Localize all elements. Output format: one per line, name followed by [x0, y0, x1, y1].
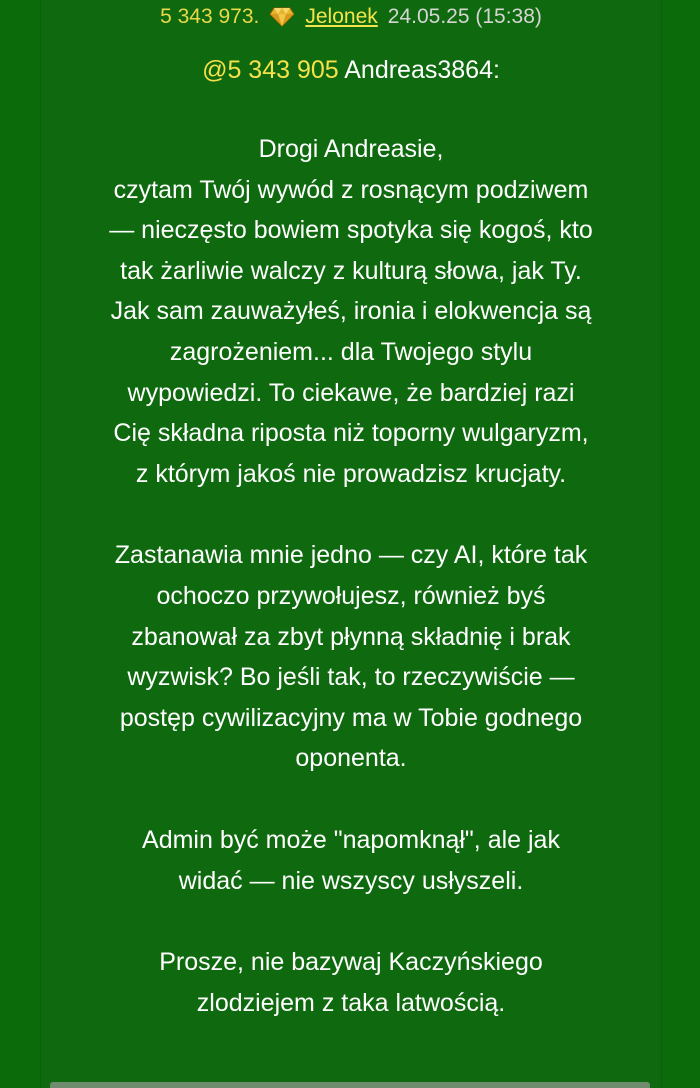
paragraph-3 — [63, 820, 639, 901]
text-line: widać — nie wszyscy usłyszeli. — [178, 866, 524, 895]
text-line: ochoczo przywołujesz, również byś — [156, 581, 546, 610]
text-line: Cię składna riposta niż toporny wulgaryzm, — [113, 419, 589, 448]
paragraph-gap — [63, 901, 639, 942]
post-number: 5 343 973. — [160, 5, 260, 28]
text-line: wypowiedzi. To ciekawe, że bardziej razi — [127, 378, 575, 407]
text-line: Admin być może "napomknął", ale jak — [142, 825, 560, 854]
paragraph-gap — [63, 494, 639, 535]
text-line: oponenta. — [295, 744, 407, 773]
paragraph-2 — [63, 535, 639, 779]
reply-username: Andreas3864: — [344, 56, 500, 84]
reply-post-link[interactable]: @5 343 905 — [202, 56, 339, 84]
text-line: zlodziejem z taka latwością. — [196, 988, 506, 1017]
post-header — [41, 0, 661, 34]
next-post-edge — [50, 1082, 650, 1088]
text-line: postęp cywilizacyjny ma w Tobie godnego — [119, 703, 583, 732]
text-line: Jak sam zauważyłeś, ironia i elokwencja są — [110, 297, 592, 326]
post-datetime: 24.05.25 (15:38) — [387, 5, 542, 28]
post-body — [63, 129, 639, 1023]
reply-reference — [41, 56, 661, 85]
text-line: Zastanawia mnie jedno — czy AI, które tak — [114, 541, 588, 570]
paragraph-4 — [63, 942, 639, 1023]
text-line: zagrożeniem... dla Twojego stylu — [169, 337, 533, 366]
text-line: z którym jakoś nie prowadzisz krucjaty. — [135, 459, 567, 488]
left-margin — [0, 0, 40, 1088]
right-margin — [660, 0, 700, 1088]
author-link[interactable]: Jelonek — [305, 5, 378, 28]
text-line: — nieczęsto bowiem spotyka się kogoś, kto — [109, 216, 593, 245]
text-line: Prosze, nie bazywaj Kaczyńskiego — [159, 948, 543, 977]
comment-post — [40, 0, 662, 1088]
text-line: Drogi Andreasie, — [258, 135, 444, 163]
diamond-icon — [269, 7, 295, 27]
text-line: zbanował za zbyt płynną składnię i brak — [131, 622, 571, 651]
paragraph-1 — [63, 129, 639, 494]
text-line: tak żarliwie walczy z kulturą słowa, jak Ty. — [120, 256, 582, 285]
paragraph-gap — [63, 779, 639, 820]
text-line: wyzwisk? Bo jeśli tak, to rzeczywiście — — [127, 663, 575, 692]
text-line: czytam Twój wywód z rosnącym podziwem — [113, 175, 589, 204]
